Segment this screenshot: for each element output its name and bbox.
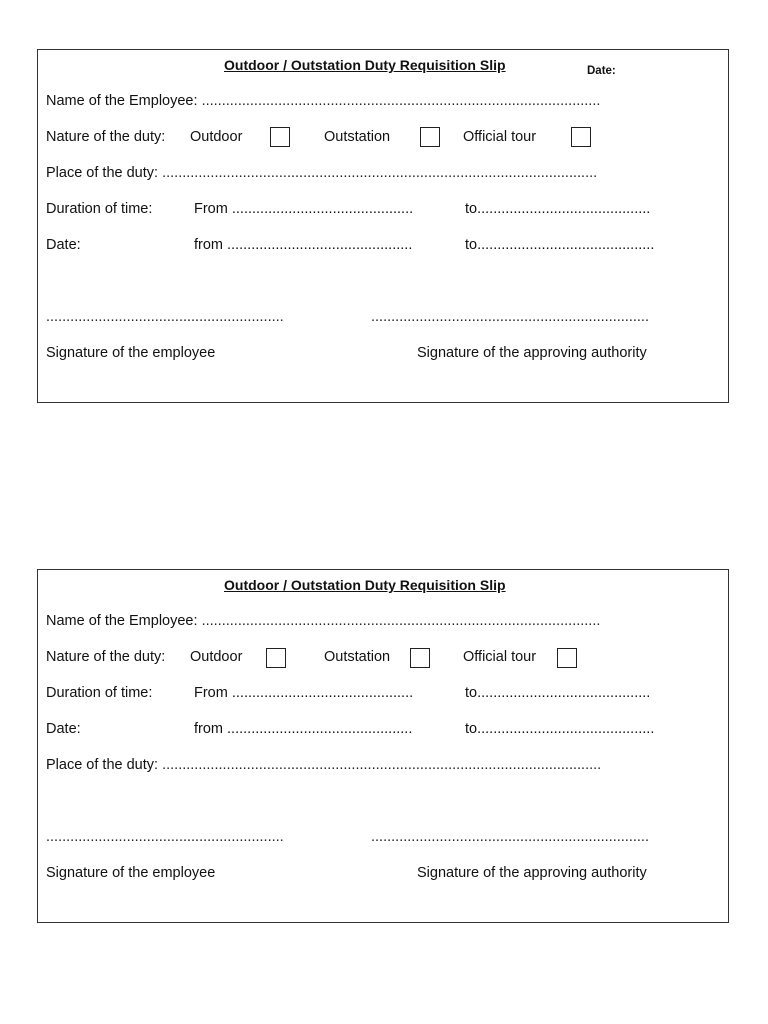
duty-nature-label: Nature of the duty: xyxy=(46,649,166,665)
duration-to-field[interactable]: to........................................... xyxy=(465,685,651,701)
duration-from-field[interactable]: From ............................................. xyxy=(194,685,414,701)
outstation-checkbox[interactable] xyxy=(420,127,440,147)
authority-signature-line[interactable]: ..................................................................... xyxy=(371,829,649,845)
outdoor-checkbox[interactable] xyxy=(266,648,286,668)
requisition-slip-1 xyxy=(37,49,729,403)
date-header: Date: xyxy=(587,65,616,77)
slip-title: Outdoor / Outstation Duty Requisition Slip xyxy=(224,57,506,73)
duty-place-field[interactable]: ............................................................................................................ xyxy=(162,165,598,181)
employee-name-label: Name of the Employee: xyxy=(46,613,202,629)
duty-place-label: Place of the duty: xyxy=(46,165,163,181)
employee-name-label: Name of the Employee: xyxy=(46,93,202,109)
duty-place-row xyxy=(46,164,597,182)
requisition-slip-2 xyxy=(37,569,729,923)
duration-from-field[interactable]: From ............................................. xyxy=(194,201,414,217)
employee-signature-line[interactable]: ........................................................... xyxy=(46,829,284,845)
duration-to-field[interactable]: to........................................... xyxy=(465,201,651,217)
employee-name-row xyxy=(46,92,600,110)
authority-signature-label: Signature of the approving authority xyxy=(417,865,647,881)
option-outstation-label: Outstation xyxy=(324,649,391,665)
slip-title: Outdoor / Outstation Duty Requisition Slip xyxy=(224,577,506,593)
option-official-tour-label: Official tour xyxy=(463,649,537,665)
duty-place-row xyxy=(46,756,601,774)
employee-name-field[interactable]: ................................................................................................... xyxy=(201,93,601,109)
duty-nature-label: Nature of the duty: xyxy=(46,129,166,145)
date-label: Date: xyxy=(46,721,81,737)
option-outdoor-label: Outdoor xyxy=(190,129,243,145)
authority-signature-line[interactable]: ..................................................................... xyxy=(371,309,649,325)
employee-signature-line[interactable]: ........................................................... xyxy=(46,309,284,325)
date-to-field[interactable]: to............................................ xyxy=(465,721,655,737)
employee-name-field[interactable]: ................................................................................................... xyxy=(201,613,601,629)
employee-signature-label: Signature of the employee xyxy=(46,345,216,361)
authority-signature-label: Signature of the approving authority xyxy=(417,345,647,361)
outdoor-checkbox[interactable] xyxy=(270,127,290,147)
option-outdoor-label: Outdoor xyxy=(190,649,243,665)
official-tour-checkbox[interactable] xyxy=(557,648,577,668)
duty-place-field[interactable]: ............................................................................................................. xyxy=(162,757,602,773)
employee-signature-label: Signature of the employee xyxy=(46,865,216,881)
duty-place-label: Place of the duty: xyxy=(46,757,163,773)
employee-name-row xyxy=(46,612,600,630)
date-from-field[interactable]: from .............................................. xyxy=(194,721,413,737)
option-official-tour-label: Official tour xyxy=(463,129,537,145)
duration-label: Duration of time: xyxy=(46,201,153,217)
date-to-field[interactable]: to............................................ xyxy=(465,237,655,253)
option-outstation-label: Outstation xyxy=(324,129,391,145)
date-label: Date: xyxy=(46,237,81,253)
official-tour-checkbox[interactable] xyxy=(571,127,591,147)
outstation-checkbox[interactable] xyxy=(410,648,430,668)
duration-label: Duration of time: xyxy=(46,685,153,701)
date-from-field[interactable]: from .............................................. xyxy=(194,237,413,253)
